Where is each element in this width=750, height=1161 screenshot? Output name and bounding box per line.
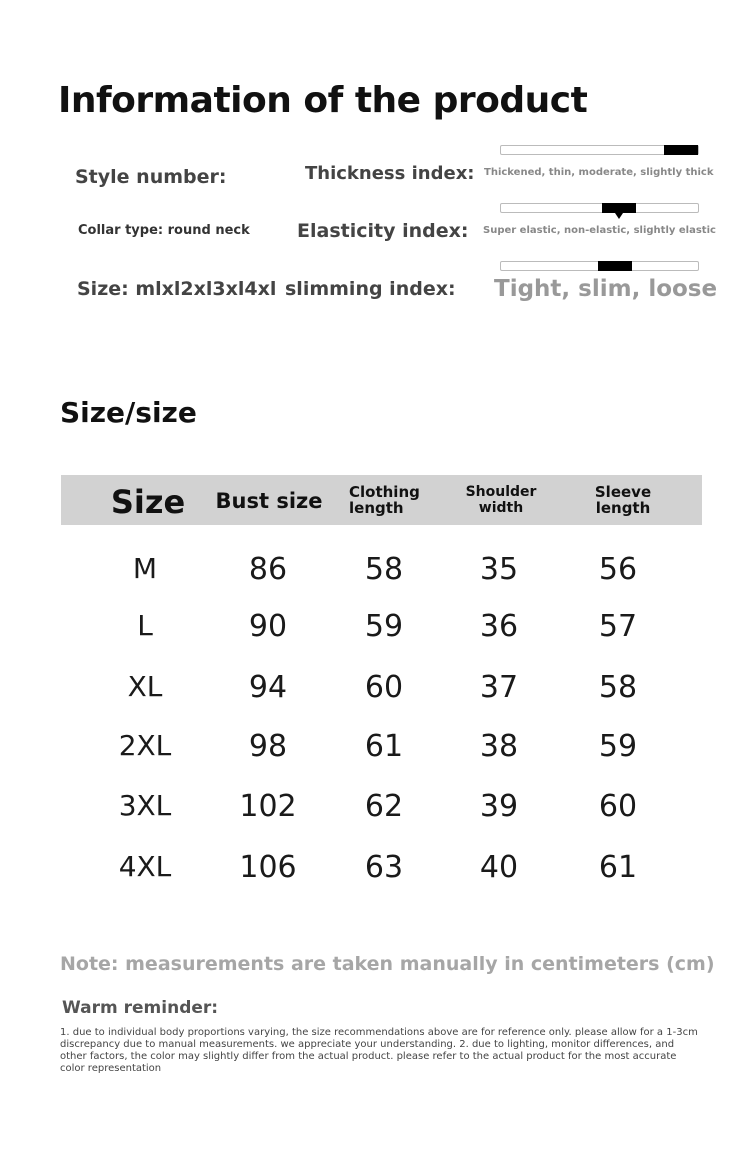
slimming-scale-fill [598, 261, 632, 271]
thickness-label: Thickness index: [305, 163, 475, 184]
table-cell-value: 102 [239, 789, 297, 824]
table-cell-value: 37 [479, 670, 519, 705]
table-cell-value: 59 [598, 729, 638, 764]
table-cell-value: 62 [364, 789, 404, 824]
table-cell-value: 39 [479, 789, 519, 824]
table-cell-value: 106 [239, 850, 297, 885]
measurement-note: Note: measurements are taken manually in centimeters (cm) [60, 953, 715, 975]
table-cell-size: M [132, 552, 158, 585]
elasticity-scale-fill [602, 203, 636, 213]
size-table-header [61, 475, 702, 525]
table-cell-value: 60 [598, 789, 638, 824]
table-cell-size: XL [127, 670, 163, 703]
warm-reminder-title: Warm reminder: [62, 998, 219, 1018]
table-cell-value: 57 [598, 609, 638, 644]
th-bust-size: Bust size [215, 489, 323, 513]
slimming-label: slimming index: [285, 278, 456, 300]
elasticity-label: Elasticity index: [297, 220, 469, 242]
page-title: Information of the product [58, 80, 588, 121]
thickness-scale-text: Thickened, thin, moderate, slightly thick [484, 167, 714, 178]
th-clothing-length: Clothing length [349, 483, 420, 517]
thickness-scale-bar [500, 145, 699, 155]
table-cell-value: 86 [248, 552, 288, 587]
size-section-title: Size/size [60, 396, 197, 429]
table-cell-value: 63 [364, 850, 404, 885]
table-cell-size: L [137, 609, 153, 642]
th-size: Size [110, 483, 186, 521]
slimming-scale-text: Tight, slim, loose [494, 276, 718, 302]
table-cell-value: 38 [479, 729, 519, 764]
elasticity-scale-bar [500, 203, 699, 213]
th-sleeve-length: Sleeve length [594, 483, 652, 517]
collar-type: Collar type: round neck [78, 223, 250, 238]
th-shoulder-width: Shoulder width [465, 484, 537, 516]
table-cell-value: 90 [248, 609, 288, 644]
table-cell-value: 61 [598, 850, 638, 885]
table-cell-value: 58 [598, 670, 638, 705]
table-cell-value: 98 [248, 729, 288, 764]
table-cell-value: 59 [364, 609, 404, 644]
table-cell-value: 35 [479, 552, 519, 587]
thickness-scale-fill [664, 145, 698, 155]
table-cell-value: 60 [364, 670, 404, 705]
slimming-scale-bar [500, 261, 699, 271]
table-cell-value: 40 [479, 850, 519, 885]
elasticity-scale-text: Super elastic, non-elastic, slightly elastic [483, 225, 716, 236]
table-cell-value: 58 [364, 552, 404, 587]
table-cell-value: 36 [479, 609, 519, 644]
table-cell-value: 56 [598, 552, 638, 587]
elasticity-marker-icon [615, 213, 623, 219]
size-line: Size: mlxl2xl3xl4xl [77, 278, 277, 300]
table-cell-size: 4XL [118, 850, 172, 883]
warm-reminder-body: 1. due to individual body proportions varying, the size recommendations above are for reference only. please allow for a 1-3cm discrepancy due to manual measurements. we appreciate your understanding. 2. due to lighting, monitor differences, and other factors, the color may slightly differ from the actual product. please refer to the actual product for the most accurate color representation [60, 1027, 698, 1074]
table-cell-size: 2XL [118, 729, 172, 762]
table-cell-value: 94 [248, 670, 288, 705]
table-cell-value: 61 [364, 729, 404, 764]
style-number-label: Style number: [75, 166, 227, 188]
table-cell-size: 3XL [118, 789, 172, 822]
